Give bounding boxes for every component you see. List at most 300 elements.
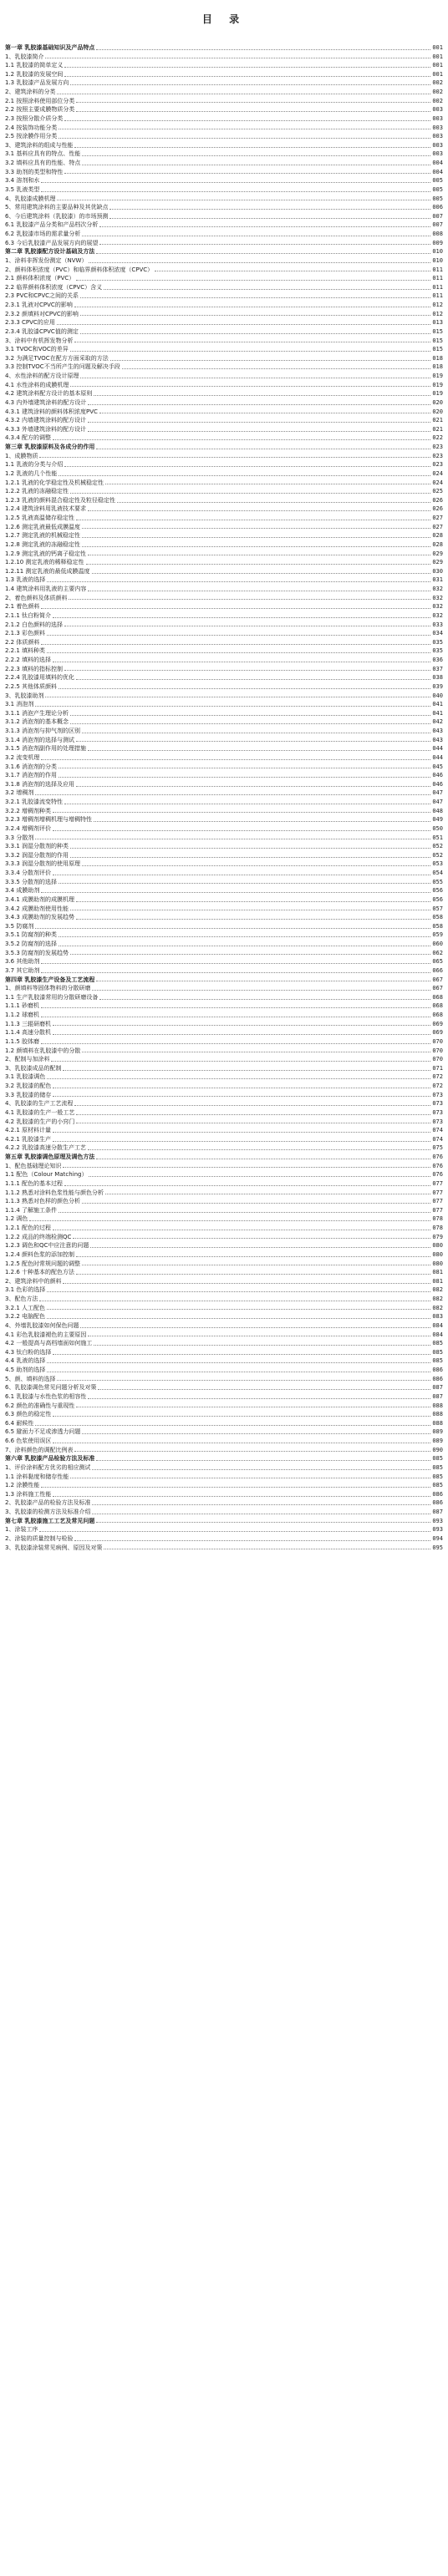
toc-entry[interactable] (5, 966, 443, 976)
toc-entry-page: 044 (432, 745, 443, 753)
toc-entry[interactable] (5, 195, 443, 204)
toc-entry[interactable] (5, 1126, 443, 1135)
toc-entry[interactable] (5, 1473, 443, 1482)
toc-entry-title: 6.1 乳胶漆与水性色浆的相容性 (5, 1392, 87, 1400)
dot-leader (99, 244, 430, 245)
toc-entry-page: 076 (432, 1162, 443, 1169)
dot-leader (41, 972, 430, 973)
toc-entry[interactable] (5, 558, 443, 567)
toc-entry[interactable] (5, 531, 443, 540)
toc-chapter-entry[interactable] (5, 1454, 443, 1463)
toc-entry[interactable] (5, 576, 443, 586)
toc-entry[interactable] (5, 434, 443, 444)
toc-entry[interactable] (5, 1525, 443, 1534)
toc-entry[interactable] (5, 1091, 443, 1100)
toc-entry-page: 032 (432, 611, 443, 619)
dot-leader (70, 857, 430, 858)
toc-entry-page: 003 (432, 114, 443, 122)
toc-entry-title: 2.2.3 填料的指标控制 (5, 665, 64, 672)
toc-entry[interactable] (5, 1339, 443, 1348)
toc-entry[interactable] (5, 1135, 443, 1144)
toc-entry[interactable] (5, 1206, 443, 1215)
toc-entry[interactable] (5, 1544, 443, 1553)
toc-entry-title: 2.2.4 乳胶漆用填料的优化 (5, 674, 75, 682)
toc-entry[interactable] (5, 1437, 443, 1446)
toc-entry[interactable] (5, 1189, 443, 1198)
toc-entry[interactable] (5, 124, 443, 133)
toc-entry[interactable] (5, 1197, 443, 1206)
dot-leader (51, 1061, 430, 1062)
toc-entry[interactable] (5, 1499, 443, 1509)
toc-entry[interactable] (5, 1277, 443, 1286)
dot-leader (70, 848, 430, 849)
toc-entry[interactable] (5, 1331, 443, 1340)
toc-entry[interactable] (5, 682, 443, 692)
toc-entry[interactable] (5, 1170, 443, 1179)
toc-entry[interactable] (5, 1402, 443, 1411)
toc-entry[interactable] (5, 895, 443, 905)
dot-leader (88, 404, 430, 405)
toc-entry-title: 4、水性涂料的配方设计原理 (5, 373, 79, 380)
toc-entry-title: 第三章 乳胶漆原料及各成分的作用 (5, 444, 95, 451)
dot-leader (53, 1034, 430, 1035)
toc-entry-title: 4.2.1 乳胶漆生产 (5, 1135, 52, 1143)
toc-entry[interactable] (5, 53, 443, 62)
toc-entry-page: 080 (432, 1260, 443, 1267)
toc-entry[interactable] (5, 1118, 443, 1127)
toc-entry[interactable] (5, 88, 443, 97)
toc-entry[interactable] (5, 1295, 443, 1304)
toc-entry[interactable] (5, 230, 443, 239)
toc-entry-title: 6.3 今后乳胶漆产品发展方向的展望 (5, 239, 99, 246)
toc-entry[interactable] (5, 176, 443, 185)
dot-leader (122, 368, 431, 369)
toc-entry-title: 1.2.8 测定乳液的冻融稳定性 (5, 540, 81, 548)
toc-entry-title: 3、建筑涂料的组成与性能 (5, 141, 74, 149)
toc-entry[interactable] (5, 363, 443, 373)
toc-entry[interactable] (5, 1348, 443, 1357)
toc-entry[interactable] (5, 61, 443, 70)
toc-entry[interactable] (5, 1481, 443, 1490)
toc-entry[interactable] (5, 922, 443, 931)
dot-leader (70, 351, 431, 352)
toc-entry[interactable] (5, 389, 443, 398)
dot-leader (76, 741, 430, 742)
toc-entry-page: 060 (432, 941, 443, 948)
toc-entry-title: 3.2.3 增稠剂增稠机理与增稠特性 (5, 816, 93, 824)
toc-chapter-entry[interactable] (5, 247, 443, 256)
toc-entry[interactable] (5, 70, 443, 79)
toc-entry[interactable] (5, 514, 443, 523)
toc-entry[interactable] (5, 301, 443, 310)
toc-entry[interactable] (5, 842, 443, 851)
toc-entry-page: 006 (432, 204, 443, 211)
toc-entry[interactable] (5, 1215, 443, 1225)
toc-entry-page: 087 (432, 1384, 443, 1392)
toc-entry[interactable] (5, 1073, 443, 1083)
toc-entry[interactable] (5, 673, 443, 682)
toc-entry[interactable] (5, 567, 443, 576)
toc-entry[interactable] (5, 185, 443, 195)
toc-entry[interactable] (5, 1419, 443, 1428)
toc-entry-page: 079 (432, 1233, 443, 1240)
toc-entry-title: 1.2.9 测定乳液的钙离子稳定性 (5, 550, 87, 557)
toc-entry-page: 077 (432, 1206, 443, 1214)
toc-entry-page: 019 (432, 373, 443, 380)
toc-entry-title: 4.2 乳胶漆的生产的小窍门 (5, 1118, 75, 1125)
toc-entry-title: 6.2 颜色的准确性与重现性 (5, 1402, 75, 1409)
toc-entry[interactable] (5, 505, 443, 515)
toc-entry[interactable] (5, 993, 443, 1002)
toc-entry[interactable] (5, 1260, 443, 1269)
toc-entry-page: 046 (432, 772, 443, 779)
toc-entry-title: 2.2.2 填料的选择 (5, 657, 52, 664)
toc-entry[interactable] (5, 763, 443, 772)
toc-entry-page: 077 (432, 1198, 443, 1205)
toc-entry-page: 023 (432, 444, 443, 451)
dot-leader (88, 431, 430, 432)
toc-entry-title: 3、乳胶漆的检测方法及标准介绍 (5, 1509, 91, 1516)
toc-entry[interactable] (5, 1446, 443, 1455)
toc-entry[interactable] (5, 221, 443, 231)
toc-entry[interactable] (5, 905, 443, 914)
toc-entry[interactable] (5, 79, 443, 89)
toc-entry-page: 071 (432, 1064, 443, 1072)
toc-entry[interactable] (5, 1099, 443, 1108)
toc-entry-title: 1.1.2 熟悉对涂料色浆性能与颜色分析 (5, 1189, 104, 1196)
toc-entry-page: 003 (432, 150, 443, 158)
dot-leader (41, 1487, 430, 1488)
toc-entry-title: 1.2 乳胶漆的发展空间 (5, 70, 64, 78)
toc-entry[interactable] (5, 611, 443, 621)
toc-entry-page: 046 (432, 780, 443, 788)
toc-entry[interactable] (5, 1064, 443, 1073)
toc-entry[interactable] (5, 1179, 443, 1189)
toc-entry[interactable] (5, 1392, 443, 1402)
toc-entry[interactable] (5, 585, 443, 594)
toc-entry[interactable] (5, 771, 443, 780)
toc-entry[interactable] (5, 949, 443, 958)
dot-leader (117, 502, 430, 503)
toc-entry-page: 058 (432, 914, 443, 921)
toc-entry[interactable] (5, 886, 443, 895)
toc-entry[interactable] (5, 469, 443, 479)
toc-entry[interactable] (5, 398, 443, 408)
toc-entry-title: 第七章 乳胶漆施工工艺及常见问题 (5, 1517, 95, 1524)
dot-leader (53, 617, 430, 618)
toc-entry[interactable] (5, 789, 443, 799)
toc-entry[interactable] (5, 798, 443, 807)
toc-entry-title: 1.2.10 测定乳液的稀释稳定性 (5, 559, 84, 566)
toc-entry[interactable] (5, 540, 443, 550)
toc-entry[interactable] (5, 1047, 443, 1056)
toc-entry-page: 005 (432, 177, 443, 185)
toc-entry[interactable] (5, 1383, 443, 1392)
toc-entry[interactable] (5, 727, 443, 736)
toc-entry[interactable] (5, 1162, 443, 1171)
toc-entry[interactable] (5, 665, 443, 674)
toc-entry[interactable] (5, 372, 443, 381)
toc-entry[interactable] (5, 718, 443, 728)
toc-entry[interactable] (5, 692, 443, 701)
toc-entry[interactable] (5, 1241, 443, 1250)
toc-entry-page: 018 (432, 354, 443, 362)
toc-entry-title: 第四章 乳胶漆生产设备及工艺流程 (5, 976, 95, 983)
toc-entry[interactable] (5, 647, 443, 657)
toc-entry[interactable] (5, 1286, 443, 1296)
toc-entry[interactable] (5, 851, 443, 860)
toc-entry-page: 090 (432, 1446, 443, 1453)
dot-leader (80, 1327, 430, 1328)
toc-entry[interactable] (5, 310, 443, 319)
dot-leader (53, 830, 430, 831)
toc-entry[interactable] (5, 1366, 443, 1375)
toc-entry[interactable] (5, 1410, 443, 1419)
toc-entry-page: 031 (432, 576, 443, 584)
toc-entry[interactable] (5, 700, 443, 709)
toc-entry[interactable] (5, 1020, 443, 1029)
toc-entry-title: 3.2 乳胶漆的配色 (5, 1083, 52, 1090)
dot-leader (47, 1078, 430, 1079)
toc-entry[interactable] (5, 292, 443, 302)
toc-entry[interactable] (5, 354, 443, 363)
dot-leader (76, 786, 430, 787)
toc-entry[interactable] (5, 212, 443, 221)
toc-entry[interactable] (5, 159, 443, 168)
toc-entry[interactable] (5, 629, 443, 638)
toc-entry[interactable] (5, 709, 443, 718)
toc-entry[interactable] (5, 452, 443, 461)
toc-entry[interactable] (5, 203, 443, 212)
toc-entry[interactable] (5, 266, 443, 275)
toc-entry[interactable] (5, 1463, 443, 1473)
toc-entry[interactable] (5, 1428, 443, 1438)
dot-leader (59, 688, 430, 689)
toc-entry-title: 6.3 颜色的稳定性 (5, 1411, 52, 1418)
toc-entry[interactable] (5, 913, 443, 922)
toc-entry[interactable] (5, 550, 443, 559)
toc-chapter-entry[interactable] (5, 443, 443, 452)
toc-entry-title: 1.1.1 砂磨机 (5, 1002, 40, 1010)
toc-entry-page: 013 (432, 319, 443, 327)
toc-entry[interactable] (5, 984, 443, 993)
dot-leader (59, 138, 430, 139)
toc-entry[interactable] (5, 940, 443, 949)
toc-entry[interactable] (5, 523, 443, 532)
toc-entry[interactable] (5, 638, 443, 647)
toc-entry-page: 055 (432, 878, 443, 885)
dot-leader (82, 865, 430, 866)
toc-entry[interactable] (5, 1321, 443, 1331)
toc-entry-title: 1.1.1 配色的基本过程 (5, 1179, 64, 1187)
toc-entry[interactable] (5, 1304, 443, 1313)
toc-entry-title: 1.2.11 测定乳液的最低成膜温度 (5, 567, 90, 575)
toc-entry-title: 3.3.4 分散剂评价 (5, 870, 52, 877)
toc-entry-title: 2.2 体质颜料 (5, 638, 40, 646)
toc-entry[interactable] (5, 1082, 443, 1091)
toc-entry-page: 001 (432, 53, 443, 60)
toc-entry[interactable] (5, 1055, 443, 1064)
toc-entry-title: 2.1 着色颜料 (5, 603, 40, 611)
toc-entry-title: 3.5 防腐剂 (5, 922, 34, 930)
toc-entry[interactable] (5, 150, 443, 160)
dot-leader (57, 324, 431, 325)
toc-entry[interactable] (5, 327, 443, 337)
toc-entry[interactable] (5, 744, 443, 753)
toc-entry[interactable] (5, 869, 443, 878)
dot-leader (41, 608, 430, 609)
toc-entry-page: 073 (432, 1100, 443, 1108)
toc-entry-title: 3.3 控制TVOC不当所产生的问题及解决手段 (5, 363, 120, 371)
toc-entry-page: 078 (432, 1225, 443, 1232)
toc-entry[interactable] (5, 1508, 443, 1517)
toc-entry[interactable] (5, 860, 443, 870)
toc-entry-title: 5、常用建筑涂料的主要品种及其优缺点 (5, 204, 109, 211)
toc-entry[interactable] (5, 132, 443, 141)
toc-entry[interactable] (5, 460, 443, 469)
toc-entry[interactable] (5, 274, 443, 283)
toc-entry-title: 3.3.1 润湿分散剂的种类 (5, 843, 69, 850)
toc-entry[interactable] (5, 1108, 443, 1118)
toc-entry[interactable] (5, 97, 443, 106)
toc-entry[interactable] (5, 345, 443, 354)
toc-entry-page: 012 (432, 302, 443, 309)
toc-entry-title: 2.1.3 彩色颜料 (5, 630, 46, 637)
toc-entry-title: 1.1.4 了解施工条件 (5, 1206, 58, 1214)
toc-entry[interactable] (5, 283, 443, 292)
toc-entry[interactable] (5, 318, 443, 327)
toc-entry-page: 066 (432, 966, 443, 974)
toc-entry-page: 024 (432, 469, 443, 477)
toc-chapter-entry[interactable] (5, 43, 443, 53)
toc-entry[interactable] (5, 1250, 443, 1260)
toc-entry[interactable] (5, 931, 443, 941)
toc-entry[interactable] (5, 1224, 443, 1233)
toc-entry[interactable] (5, 957, 443, 966)
toc-entry-page: 045 (432, 763, 443, 770)
toc-entry-title: 3.1 消泡剂 (5, 701, 34, 708)
toc-entry-title: 3.2 为满足TVOC在配方方面采取的方法 (5, 354, 109, 362)
toc-entry[interactable] (5, 1268, 443, 1277)
toc-entry-page: 005 (432, 185, 443, 193)
toc-entry[interactable] (5, 1002, 443, 1012)
toc-entry[interactable] (5, 337, 443, 346)
toc-entry-title: 3.1 乳胶漆调色 (5, 1073, 46, 1081)
toc-entry-title: 1.2.3 调色和QC中应注意的问题 (5, 1242, 89, 1250)
toc-entry-title: 2、涂装的质量控制与检验 (5, 1534, 74, 1542)
toc-entry[interactable] (5, 807, 443, 816)
toc-entry-page: 041 (432, 709, 443, 717)
toc-entry[interactable] (5, 1028, 443, 1037)
toc-entry[interactable] (5, 239, 443, 248)
toc-entry-page: 084 (432, 1321, 443, 1329)
toc-entry[interactable] (5, 487, 443, 496)
toc-entry[interactable] (5, 1375, 443, 1384)
toc-entry[interactable] (5, 1490, 443, 1499)
toc-entry[interactable] (5, 408, 443, 417)
toc-entry[interactable] (5, 1534, 443, 1544)
toc-entry[interactable] (5, 168, 443, 177)
toc-entry[interactable] (5, 780, 443, 789)
dot-leader (76, 102, 430, 103)
toc-entry[interactable] (5, 834, 443, 843)
toc-entry-title: 3.2.2 增稠剂种类 (5, 807, 52, 814)
dot-leader (88, 1149, 430, 1150)
toc-entry[interactable] (5, 1357, 443, 1367)
toc-entry-page: 044 (432, 753, 443, 761)
toc-chapter-entry[interactable] (5, 1517, 443, 1526)
toc-entry-page: 085 (432, 1357, 443, 1365)
toc-entry[interactable] (5, 1233, 443, 1242)
toc-entry-page: 073 (432, 1118, 443, 1125)
toc-entry-page: 088 (432, 1419, 443, 1427)
toc-entry-title: 1.1.2 球磨机 (5, 1012, 40, 1019)
dot-leader (47, 1362, 430, 1363)
toc-entry[interactable] (5, 736, 443, 745)
dot-leader (109, 218, 430, 219)
toc-entry[interactable] (5, 416, 443, 425)
toc-entry[interactable] (5, 425, 443, 434)
toc-entry[interactable] (5, 621, 443, 630)
toc-entry[interactable] (5, 656, 443, 665)
toc-entry[interactable] (5, 1312, 443, 1321)
toc-entry-title: 6、乳胶漆调色常见问题分析及对策 (5, 1384, 97, 1392)
toc-entry[interactable] (5, 256, 443, 266)
toc-entry-page: 021 (432, 425, 443, 433)
toc-entry-page: 076 (432, 1171, 443, 1179)
toc-entry-page: 002 (432, 79, 443, 87)
toc-entry[interactable] (5, 1144, 443, 1154)
toc-entry-page: 077 (432, 1179, 443, 1187)
toc-entry-page: 077 (432, 1189, 443, 1196)
toc-entry[interactable] (5, 602, 443, 611)
toc-entry[interactable] (5, 753, 443, 763)
toc-entry-page: 083 (432, 1313, 443, 1321)
toc-entry-title: 2.1 颜料体积浓度（PVC） (5, 275, 75, 282)
dot-leader (64, 67, 430, 68)
toc-chapter-entry[interactable] (5, 1153, 443, 1162)
toc-entry-page: 068 (432, 993, 443, 1001)
dot-leader (41, 892, 430, 893)
toc-entry-page: 052 (432, 851, 443, 859)
toc-entry-title: 1、乳胶漆简介 (5, 53, 44, 60)
toc-entry[interactable] (5, 496, 443, 505)
toc-entry[interactable] (5, 878, 443, 887)
toc-entry-title: 1.3 乳胶漆产品发展方向 (5, 79, 69, 87)
toc-entry[interactable] (5, 1037, 443, 1047)
toc-entry[interactable] (5, 141, 443, 150)
toc-entry[interactable] (5, 114, 443, 124)
toc-entry[interactable] (5, 479, 443, 488)
toc-entry-title: 4.3.2 内墙建筑涂料的配方设计 (5, 417, 87, 424)
toc-entry-page: 086 (432, 1367, 443, 1374)
toc-entry[interactable] (5, 1011, 443, 1020)
toc-entry-page: 058 (432, 922, 443, 930)
dot-leader (80, 297, 430, 298)
toc-entry-title: 2.1 按照涂料使用部位分类 (5, 97, 75, 104)
toc-entry-page: 072 (432, 1083, 443, 1090)
dot-leader (59, 936, 430, 937)
toc-entry[interactable] (5, 594, 443, 603)
toc-entry-title: 4.3 内外墙建筑涂料的配方设计 (5, 398, 87, 406)
toc-entry-page: 011 (432, 266, 443, 273)
toc-entry[interactable] (5, 381, 443, 390)
toc-entry-page: 074 (432, 1135, 443, 1143)
toc-entry[interactable] (5, 105, 443, 114)
toc-chapter-entry[interactable] (5, 976, 443, 985)
toc-entry[interactable] (5, 824, 443, 834)
toc-entry[interactable] (5, 815, 443, 824)
